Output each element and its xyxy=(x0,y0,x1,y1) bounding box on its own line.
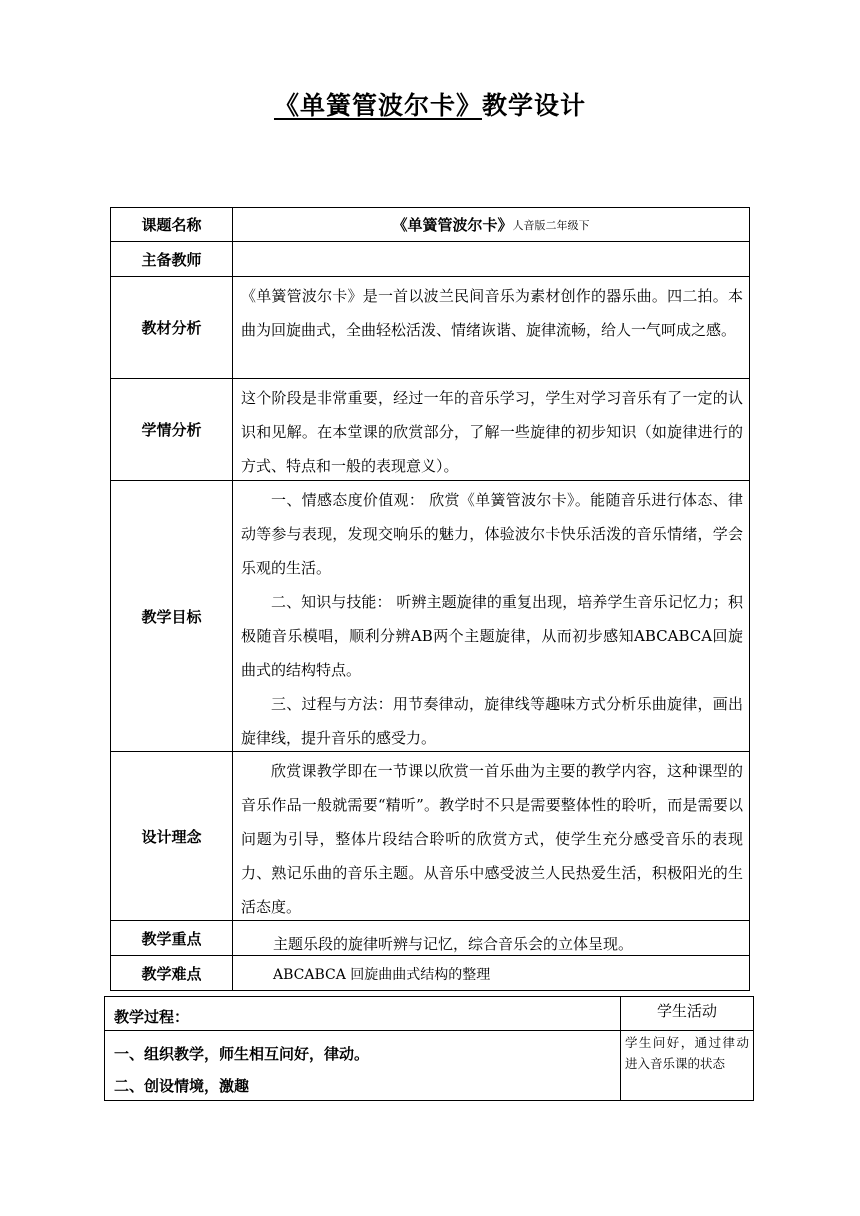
teacher-value xyxy=(233,242,749,276)
concept-text: 欣赏课教学即在一节课以欣赏一首乐曲为主要的教学内容，这种课型的音乐作品一般就需要“精听”。教学时不只是需要整体性的聆听，而是需要以问题为引导，整体片段结合聆听的欣赏方式，使学生充分感受音乐的表现力、熟记乐曲的音乐主题。从音乐中感受波兰人民热爱生活，积极阳光的生活态度。 xyxy=(241,762,743,916)
material-text: 《单簧管波尔卡》是一首以波兰民间音乐为素材创作的器乐曲。四二拍。本曲为回旋曲式，全曲轻松活泼、情绪诙谐、旋律流畅，给人一气呵成之感。 xyxy=(241,287,743,339)
goals-affective: 一、情感态度价值观： 欣赏《单簧管波尔卡》。能随音乐进行体态、律动等参与表现，发现交响乐的魅力，体验波尔卡快乐活泼的音乐情绪，学会乐观的生活。 xyxy=(241,491,743,577)
course-value-cell xyxy=(233,208,749,241)
student-activity-1: 学生问好，通过律动进入音乐课的状态 xyxy=(625,1035,749,1071)
key-text: 主题乐段的旋律听辨与记忆，综合音乐会的立体呈现。 xyxy=(273,935,634,953)
difficulty-label: 教学难点 xyxy=(141,964,202,983)
concept-label: 设计理念 xyxy=(141,827,202,846)
teacher-label: 主备教师 xyxy=(141,250,202,269)
course-note: 人音版二年级下 xyxy=(512,218,590,232)
students-text: 这个阶段是非常重要，经过一年的音乐学习，学生对学习音乐有了一定的认识和见解。在本堂课的欣赏部分，了解一些旋律的初步知识（如旋律进行的方式、特点和一般的表现意义）。 xyxy=(241,389,743,475)
title-underlined: 《单簧管波尔卡》 xyxy=(273,91,482,120)
goals-knowledge: 二、知识与技能： 听辨主题旋律的重复出现，培养学生音乐记忆力；积极随音乐模唱，顺利分辨AB两个主题旋律，从而初步感知ABCABCA回旋曲式的结构特点。 xyxy=(241,593,743,679)
course-value: 《单簧管波尔卡》 xyxy=(392,216,513,234)
title-rest: 教学设计 xyxy=(482,91,587,120)
difficulty-text: ABCABCA 回旋曲曲式结构的整理 xyxy=(273,967,491,983)
document-title xyxy=(0,86,860,122)
goals-text xyxy=(233,481,749,751)
process-step-2: 二、创设情境，激趣 xyxy=(114,1077,250,1095)
goals-label: 教学目标 xyxy=(141,607,202,626)
key-label: 教学重点 xyxy=(141,930,202,948)
students-label: 学情分析 xyxy=(141,421,202,439)
process-step-1: 一、组织教学，师生相互问好，律动。 xyxy=(114,1045,370,1063)
goals-process: 三、过程与方法：用节奏律动，旋律线等趣味方式分析乐曲旋律，画出旋律线，提升音乐的感受力。 xyxy=(241,695,743,747)
activity-header: 学生活动 xyxy=(656,1002,717,1020)
process-header: 教学过程： xyxy=(114,1008,190,1026)
concept-cell xyxy=(233,752,749,920)
course-label: 课题名称 xyxy=(141,216,202,234)
material-label: 教材分析 xyxy=(141,319,202,337)
